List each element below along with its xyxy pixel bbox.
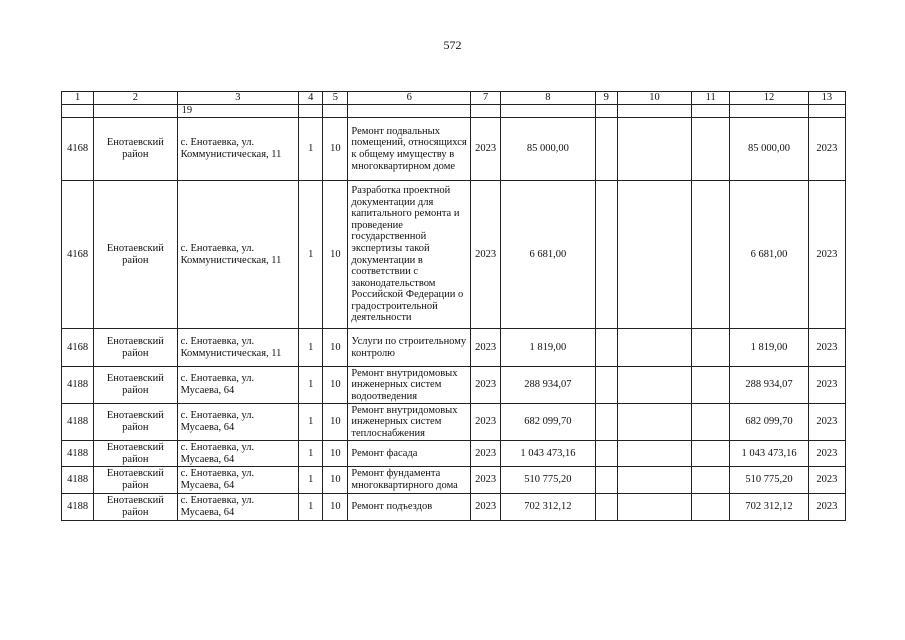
- table-row: [62, 118, 846, 181]
- column-numbers-row: [62, 92, 846, 105]
- column-number-2: 2: [94, 92, 177, 105]
- cell-col4: 1: [299, 118, 323, 181]
- column-number-9: 9: [595, 92, 617, 105]
- cell-col13: 2023: [808, 367, 845, 404]
- cell-year: 2023: [471, 329, 501, 367]
- cell-house-id: 4168: [62, 181, 94, 329]
- cell-district: Енотаевский район: [94, 181, 177, 329]
- cell-col11: [692, 467, 730, 494]
- cell-work-type: Ремонт фасада: [348, 441, 471, 467]
- cell-work-type: Ремонт внутридомовых инженерных систем теплоснабжения: [348, 404, 471, 441]
- cell-address: с. Енотаевка, ул. Мусаева, 64: [177, 467, 299, 494]
- cell-col13: 2023: [808, 181, 845, 329]
- cell-col12: 702 312,12: [730, 494, 808, 521]
- cell-district: Енотаевский район: [94, 367, 177, 404]
- cell-house-id: 4188: [62, 367, 94, 404]
- cell-cost: 288 934,07: [501, 367, 595, 404]
- column-number-4: 4: [299, 92, 323, 105]
- cell-col11: [692, 329, 730, 367]
- cell-col11: [692, 118, 730, 181]
- cell-col13: 2023: [808, 404, 845, 441]
- column-number-12: 12: [730, 92, 808, 105]
- cell-address: с. Енотаевка, ул. Мусаева, 64: [177, 367, 299, 404]
- cell-col9: [595, 404, 617, 441]
- cell-address: с. Енотаевка, ул. Мусаева, 64: [177, 404, 299, 441]
- table-row: [62, 329, 846, 367]
- cell-cost: 702 312,12: [501, 494, 595, 521]
- column-number-10: 10: [617, 92, 691, 105]
- table-row: [62, 441, 846, 467]
- cell-house-id: 4188: [62, 494, 94, 521]
- table-row: [62, 404, 846, 441]
- cell-cost: 1 819,00: [501, 329, 595, 367]
- cell-col11: [692, 404, 730, 441]
- cell-work-type: Ремонт внутридомовых инженерных систем водоотведения: [348, 367, 471, 404]
- column-number-6: 6: [348, 92, 471, 105]
- cell-col10: [617, 404, 691, 441]
- cell-col13: 2023: [808, 329, 845, 367]
- cell-address: с. Енотаевка, ул. Мусаева, 64: [177, 494, 299, 521]
- column-number-13: 13: [808, 92, 845, 105]
- cell-col11: [692, 181, 730, 329]
- cell-col4: 1: [299, 494, 323, 521]
- cell-cost: 6 681,00: [501, 181, 595, 329]
- cell-address: с. Енотаевка, ул. Коммунистическая, 11: [177, 118, 299, 181]
- cell-col13: 2023: [808, 494, 845, 521]
- cell-col12: 288 934,07: [730, 367, 808, 404]
- cell-address: с. Енотаевка, ул. Коммунистическая, 11: [177, 329, 299, 367]
- cell-col13: 2023: [808, 441, 845, 467]
- cell-col9: [595, 494, 617, 521]
- cell-col9: [595, 467, 617, 494]
- cell-col5: 10: [323, 494, 348, 521]
- cell-col10: [617, 441, 691, 467]
- cell-cost: 510 775,20: [501, 467, 595, 494]
- cell-col4: 1: [299, 367, 323, 404]
- cell-work-type: Ремонт подъездов: [348, 494, 471, 521]
- cell-col5: 10: [323, 181, 348, 329]
- cell-col9: [595, 181, 617, 329]
- cell-col12: 85 000,00: [730, 118, 808, 181]
- cell-cost: 85 000,00: [501, 118, 595, 181]
- column-number-8: 8: [501, 92, 595, 105]
- cell-house-id: 4168: [62, 118, 94, 181]
- cell-work-type: Ремонт подвальных помещений, относящихся к общему имуществу в многоквартирном доме: [348, 118, 471, 181]
- register-table: [61, 91, 846, 521]
- cell-house-id: 4188: [62, 441, 94, 467]
- cell-col5: 10: [323, 404, 348, 441]
- cell-col4: 1: [299, 467, 323, 494]
- cell-col11: [692, 441, 730, 467]
- cell-col11: [692, 367, 730, 404]
- cell-col9: [595, 329, 617, 367]
- cell-year: 2023: [471, 367, 501, 404]
- cell-col9: [595, 118, 617, 181]
- cell-year: 2023: [471, 494, 501, 521]
- cell-district: Енотаевский район: [94, 441, 177, 467]
- cell-address: с. Енотаевка, ул. Коммунистическая, 11: [177, 181, 299, 329]
- column-number-1: 1: [62, 92, 94, 105]
- cell-col13: 2023: [808, 467, 845, 494]
- cell-col12: 510 775,20: [730, 467, 808, 494]
- cell-district: Енотаевский район: [94, 118, 177, 181]
- cell-col4: 1: [299, 441, 323, 467]
- table-row: [62, 467, 846, 494]
- cell-col5: 10: [323, 467, 348, 494]
- cell-col12: 6 681,00: [730, 181, 808, 329]
- cell-address: с. Енотаевка, ул. Мусаева, 64: [177, 441, 299, 467]
- cell-col5: 10: [323, 329, 348, 367]
- cell-col12: 682 099,70: [730, 404, 808, 441]
- cell-work-type: Разработка проектной документации для капитального ремонта и проведение государственной экспертизы такой документации в соответствии с законодательством Российской Федерации о градостроительной деятельности: [348, 181, 471, 329]
- cell-col10: [617, 367, 691, 404]
- cell-work-type: Услуги по строительному контролю: [348, 329, 471, 367]
- cell-year: 2023: [471, 404, 501, 441]
- column-number-7: 7: [471, 92, 501, 105]
- cell-col12: 1 043 473,16: [730, 441, 808, 467]
- cell-col9: [595, 367, 617, 404]
- cell-col10: [617, 181, 691, 329]
- cell-year: 2023: [471, 441, 501, 467]
- cell-year: 2023: [471, 118, 501, 181]
- table-row: [62, 494, 846, 521]
- table-row: [62, 181, 846, 329]
- column-number-11: 11: [692, 92, 730, 105]
- cell-col12: 1 819,00: [730, 329, 808, 367]
- cell-cost: 682 099,70: [501, 404, 595, 441]
- column-number-3: 3: [177, 92, 299, 105]
- column-number-5: 5: [323, 92, 348, 105]
- continuation-value: 19: [177, 105, 299, 118]
- cell-col9: [595, 441, 617, 467]
- cell-col5: 10: [323, 441, 348, 467]
- cell-year: 2023: [471, 467, 501, 494]
- cell-house-id: 4188: [62, 467, 94, 494]
- cell-work-type: Ремонт фундамента многоквартирного дома: [348, 467, 471, 494]
- cell-col10: [617, 329, 691, 367]
- cell-district: Енотаевский район: [94, 494, 177, 521]
- cell-col11: [692, 494, 730, 521]
- cell-col10: [617, 467, 691, 494]
- cell-year: 2023: [471, 181, 501, 329]
- cell-cost: 1 043 473,16: [501, 441, 595, 467]
- cell-district: Енотаевский район: [94, 404, 177, 441]
- cell-house-id: 4168: [62, 329, 94, 367]
- table-row: [62, 367, 846, 404]
- cell-col4: 1: [299, 404, 323, 441]
- cell-house-id: 4188: [62, 404, 94, 441]
- cell-col4: 1: [299, 181, 323, 329]
- cell-col13: 2023: [808, 118, 845, 181]
- cell-col5: 10: [323, 367, 348, 404]
- cell-col5: 10: [323, 118, 348, 181]
- cell-col10: [617, 118, 691, 181]
- cell-district: Енотаевский район: [94, 467, 177, 494]
- cell-col4: 1: [299, 329, 323, 367]
- page-number: 572: [443, 38, 462, 52]
- cell-col10: [617, 494, 691, 521]
- cell-district: Енотаевский район: [94, 329, 177, 367]
- continuation-row: [62, 105, 846, 118]
